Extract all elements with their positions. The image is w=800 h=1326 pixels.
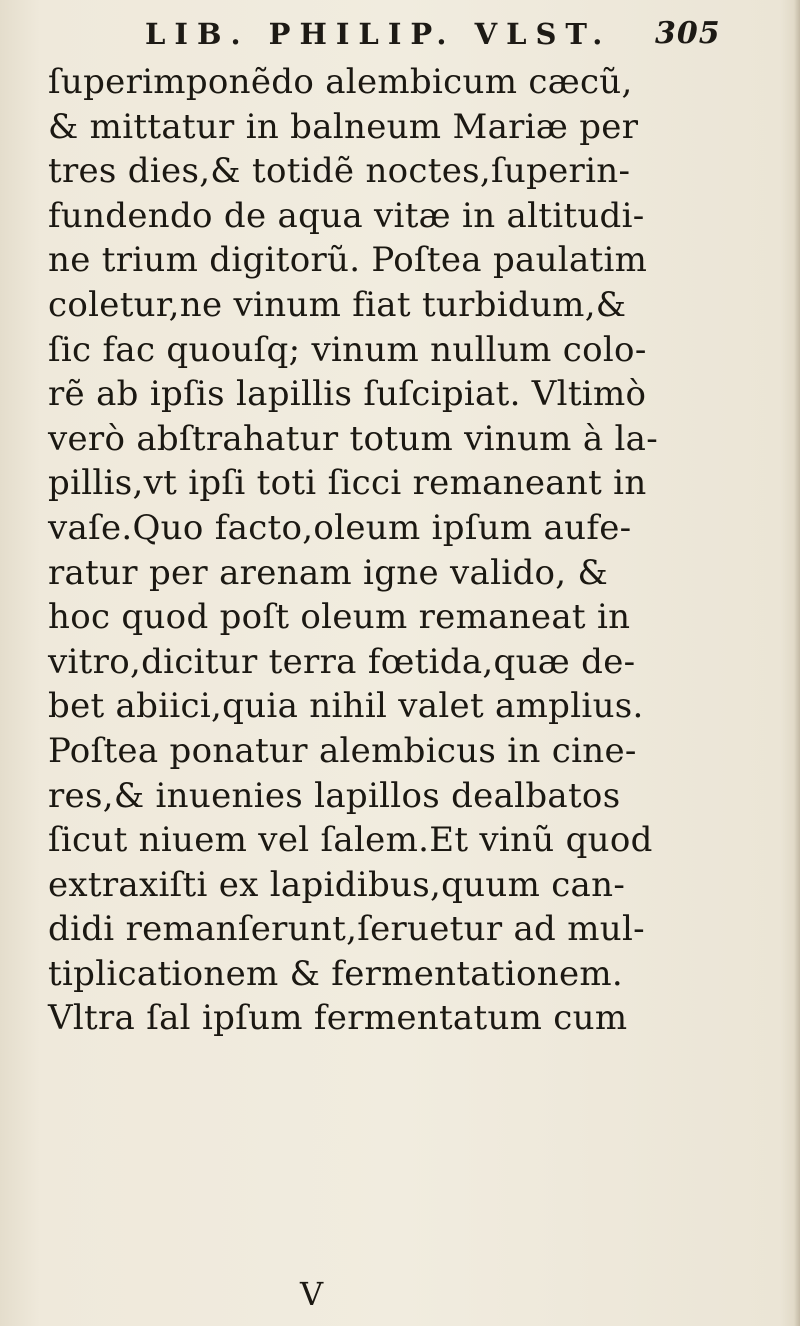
text-line: res,& inuenies lapillos dealbatos	[48, 775, 621, 816]
running-head	[145, 12, 785, 56]
text-line: ſic fac quouſq; vinum nullum colo-	[48, 329, 647, 370]
running-head-title: LIB. PHILIP. VLST.	[145, 17, 612, 51]
text-line: ſuperimponẽdo alembicum cæcũ,	[48, 62, 633, 102]
text-line: pillis,vt ipſi toti ſicci remaneant in	[48, 463, 647, 504]
text-line: fundendo de aqua vitæ in altitudi-	[48, 195, 645, 236]
text-line: bet abiici,quia nihil valet amplius.	[48, 686, 644, 727]
catchword: V	[300, 1275, 324, 1313]
text-line: extraxiſti ex lapidibus,quum can-	[48, 864, 626, 905]
body-text	[48, 60, 788, 1041]
page-number: 305	[655, 16, 721, 51]
text-line: didi remanſerunt,ſeruetur ad mul-	[48, 909, 645, 950]
text-line: ratur per arenam igne valido, &	[48, 552, 609, 593]
text-line: ne trium digitorũ. Poſtea paulatim	[48, 240, 648, 281]
text-line: rẽ ab ipſis lapillis ſuſcipiat. Vltimò	[48, 374, 647, 415]
text-line: Vltra ſal ipſum fermentatum cum	[48, 998, 628, 1039]
text-line: hoc quod poſt oleum remaneat in	[48, 597, 631, 638]
page-edge-shadow	[794, 0, 800, 1326]
text-line: Poſtea ponatur alembicus in cine-	[48, 730, 637, 771]
text-line: verò abſtrahatur totum vinum à la-	[48, 418, 659, 459]
text-line: ſicut niuem vel ſalem.Et vinũ quod	[48, 820, 653, 861]
text-line: & mittatur in balneum Mariæ per	[48, 106, 639, 147]
text-line: vitro,dicitur terra fœtida,quæ de-	[48, 641, 636, 682]
text-line: tiplicationem & fermentationem.	[48, 953, 624, 994]
text-line: tres dies,& totidẽ noctes,ſuperin-	[48, 151, 631, 192]
text-line: vaſe.Quo facto,oleum ipſum aufe-	[48, 507, 632, 548]
text-line: coletur,ne vinum fiat turbidum,&	[48, 284, 627, 325]
